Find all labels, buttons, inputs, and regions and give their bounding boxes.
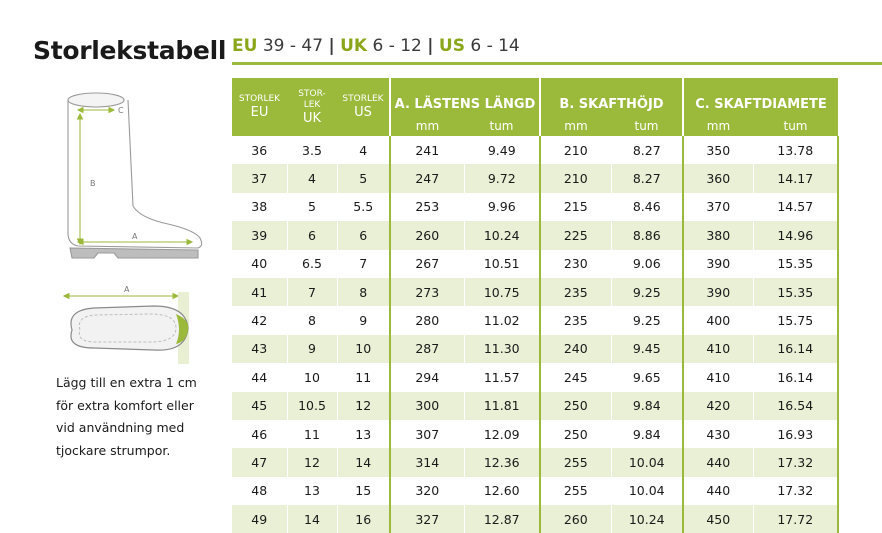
table-row <box>232 335 838 363</box>
cell-b-tum: 9.65 <box>611 363 683 391</box>
table-row <box>232 505 838 533</box>
cell-us: 13 <box>337 420 390 448</box>
cell-uk: 8 <box>287 306 337 334</box>
table-row <box>232 136 838 164</box>
cell-c-tum: 16.14 <box>753 363 838 391</box>
cell-b-tum: 9.45 <box>611 335 683 363</box>
cell-b-tum: 9.84 <box>611 420 683 448</box>
note-line: för extra komfort eller <box>56 397 194 413</box>
unit-mm: mm <box>390 116 464 136</box>
us-range: 6 - 14 <box>470 36 520 56</box>
cell-uk: 6.5 <box>287 250 337 278</box>
sole-diagram <box>58 280 194 366</box>
cell-us: 16 <box>337 505 390 533</box>
note-line: Lägg till en extra 1 cm <box>56 375 197 390</box>
table-row <box>232 477 838 505</box>
cell-b-mm: 215 <box>540 193 611 221</box>
cell-a-mm: 314 <box>390 448 464 476</box>
cell-a-tum: 9.72 <box>464 164 540 192</box>
cell-c-tum: 15.35 <box>753 250 838 278</box>
cell-a-tum: 9.96 <box>464 193 540 221</box>
cell-a-tum: 11.57 <box>464 363 540 391</box>
header-eu <box>232 78 287 136</box>
cell-b-mm: 255 <box>540 448 611 476</box>
cell-c-tum: 16.54 <box>753 392 838 420</box>
cell-c-mm: 450 <box>683 505 753 533</box>
cell-a-mm: 327 <box>390 505 464 533</box>
cell-c-mm: 390 <box>683 250 753 278</box>
header-uk <box>287 78 337 136</box>
cell-a-mm: 267 <box>390 250 464 278</box>
cell-b-mm: 250 <box>540 420 611 448</box>
uk-range: 6 - 12 <box>372 36 422 56</box>
cell-c-tum: 16.14 <box>753 335 838 363</box>
cell-c-mm: 400 <box>683 306 753 334</box>
cell-b-tum: 8.46 <box>611 193 683 221</box>
unit-tum: tum <box>464 116 540 136</box>
cell-a-tum: 12.87 <box>464 505 540 533</box>
cell-uk: 7 <box>287 278 337 306</box>
cell-b-tum: 10.24 <box>611 505 683 533</box>
cell-us: 8 <box>337 278 390 306</box>
cell-uk: 6 <box>287 221 337 249</box>
unit-tum: tum <box>753 116 838 136</box>
cell-eu: 36 <box>232 136 287 164</box>
cell-uk: 12 <box>287 448 337 476</box>
cell-eu: 47 <box>232 448 287 476</box>
cell-b-tum: 10.04 <box>611 477 683 505</box>
size-table <box>232 78 839 533</box>
cell-b-mm: 235 <box>540 278 611 306</box>
cell-us: 7 <box>337 250 390 278</box>
cell-eu: 43 <box>232 335 287 363</box>
cell-eu: 42 <box>232 306 287 334</box>
cell-us: 5.5 <box>337 193 390 221</box>
cell-a-tum: 12.36 <box>464 448 540 476</box>
header-group-c: C. SKAFTDIAMETE <box>683 78 838 116</box>
cell-c-tum: 17.32 <box>753 477 838 505</box>
title-rule <box>232 62 882 65</box>
cell-eu: 38 <box>232 193 287 221</box>
cell-a-mm: 300 <box>390 392 464 420</box>
table-header-row <box>232 78 838 116</box>
cell-eu: 48 <box>232 477 287 505</box>
comfort-note <box>56 372 197 462</box>
cell-b-tum: 9.84 <box>611 392 683 420</box>
cell-c-tum: 14.96 <box>753 221 838 249</box>
cell-c-mm: 430 <box>683 420 753 448</box>
unit-mm: mm <box>540 116 611 136</box>
cell-a-tum: 10.75 <box>464 278 540 306</box>
cell-c-mm: 410 <box>683 335 753 363</box>
cell-a-mm: 280 <box>390 306 464 334</box>
cell-us: 12 <box>337 392 390 420</box>
cell-eu: 41 <box>232 278 287 306</box>
cell-eu: 44 <box>232 363 287 391</box>
table-row <box>232 392 838 420</box>
cell-b-mm: 240 <box>540 335 611 363</box>
cell-us: 9 <box>337 306 390 334</box>
cell-b-tum: 10.04 <box>611 448 683 476</box>
cell-eu: 46 <box>232 420 287 448</box>
cell-c-mm: 350 <box>683 136 753 164</box>
cell-us: 5 <box>337 164 390 192</box>
cell-b-mm: 225 <box>540 221 611 249</box>
cell-us: 14 <box>337 448 390 476</box>
cell-us: 15 <box>337 477 390 505</box>
cell-eu: 37 <box>232 164 287 192</box>
header-group-a: A. LÄSTENS LÄNGD <box>390 78 540 116</box>
cell-c-mm: 380 <box>683 221 753 249</box>
header-uk-small-1: STOR- <box>298 88 326 99</box>
cell-b-tum: 8.86 <box>611 221 683 249</box>
cell-uk: 5 <box>287 193 337 221</box>
cell-a-mm: 294 <box>390 363 464 391</box>
cell-uk: 9 <box>287 335 337 363</box>
separator: | <box>427 36 434 56</box>
header-us-small: STORLEK <box>342 94 384 104</box>
cell-a-mm: 260 <box>390 221 464 249</box>
header-eu-small: STORLEK <box>238 94 281 104</box>
cell-uk: 10 <box>287 363 337 391</box>
cell-b-tum: 9.06 <box>611 250 683 278</box>
size-range <box>232 36 520 56</box>
cell-b-mm: 210 <box>540 164 611 192</box>
cell-us: 11 <box>337 363 390 391</box>
unit-mm: mm <box>683 116 753 136</box>
note-line: vid användning med <box>56 420 185 435</box>
cell-us: 6 <box>337 221 390 249</box>
cell-b-tum: 8.27 <box>611 164 683 192</box>
sole-label-a: A <box>124 285 130 294</box>
cell-a-tum: 9.49 <box>464 136 540 164</box>
cell-b-mm: 255 <box>540 477 611 505</box>
cell-a-mm: 273 <box>390 278 464 306</box>
cell-c-mm: 370 <box>683 193 753 221</box>
cell-us: 10 <box>337 335 390 363</box>
table-row <box>232 363 838 391</box>
cell-c-mm: 390 <box>683 278 753 306</box>
table-row <box>232 193 838 221</box>
cell-c-tum: 17.32 <box>753 448 838 476</box>
eu-label: EU <box>232 36 258 56</box>
cell-b-mm: 245 <box>540 363 611 391</box>
cell-b-tum: 9.25 <box>611 306 683 334</box>
table-row <box>232 164 838 192</box>
unit-tum: tum <box>611 116 683 136</box>
header-eu-big: EU <box>250 105 269 120</box>
label-c: C <box>118 106 124 115</box>
cell-a-tum: 12.60 <box>464 477 540 505</box>
cell-c-tum: 16.93 <box>753 420 838 448</box>
note-line: tjockare strumpor. <box>56 442 171 458</box>
cell-uk: 14 <box>287 505 337 533</box>
header-uk-small-2: LEK <box>303 99 321 110</box>
cell-a-tum: 10.51 <box>464 250 540 278</box>
cell-a-tum: 11.81 <box>464 392 540 420</box>
cell-b-tum: 8.27 <box>611 136 683 164</box>
cell-c-mm: 440 <box>683 448 753 476</box>
cell-a-tum: 11.02 <box>464 306 540 334</box>
page-title: Storlekstabell <box>33 36 227 65</box>
cell-c-tum: 15.75 <box>753 306 838 334</box>
cell-uk: 10.5 <box>287 392 337 420</box>
label-a: A <box>132 232 138 241</box>
cell-b-mm: 250 <box>540 392 611 420</box>
table-row <box>232 278 838 306</box>
uk-label: UK <box>340 36 368 56</box>
cell-b-tum: 9.25 <box>611 278 683 306</box>
cell-c-mm: 440 <box>683 477 753 505</box>
separator: | <box>328 36 335 56</box>
table-row <box>232 420 838 448</box>
cell-c-mm: 410 <box>683 363 753 391</box>
table-row <box>232 448 838 476</box>
boot-diagram <box>58 88 208 264</box>
cell-c-tum: 14.17 <box>753 164 838 192</box>
cell-eu: 45 <box>232 392 287 420</box>
label-b: B <box>90 179 96 188</box>
cell-c-tum: 13.78 <box>753 136 838 164</box>
cell-a-mm: 320 <box>390 477 464 505</box>
header-us <box>337 78 390 136</box>
table-row <box>232 306 838 334</box>
cell-c-tum: 17.72 <box>753 505 838 533</box>
cell-uk: 11 <box>287 420 337 448</box>
cell-b-mm: 230 <box>540 250 611 278</box>
table-row <box>232 221 838 249</box>
cell-us: 4 <box>337 136 390 164</box>
cell-c-mm: 420 <box>683 392 753 420</box>
cell-uk: 3.5 <box>287 136 337 164</box>
cell-uk: 13 <box>287 477 337 505</box>
cell-a-mm: 247 <box>390 164 464 192</box>
cell-a-tum: 11.30 <box>464 335 540 363</box>
cell-eu: 49 <box>232 505 287 533</box>
header-uk-big: UK <box>302 110 322 126</box>
cell-c-tum: 14.57 <box>753 193 838 221</box>
header-us-big: US <box>354 105 372 120</box>
cell-a-mm: 253 <box>390 193 464 221</box>
cell-b-mm: 210 <box>540 136 611 164</box>
cell-b-mm: 235 <box>540 306 611 334</box>
cell-a-tum: 12.09 <box>464 420 540 448</box>
cell-a-mm: 287 <box>390 335 464 363</box>
table-row <box>232 250 838 278</box>
cell-c-mm: 360 <box>683 164 753 192</box>
cell-a-tum: 10.24 <box>464 221 540 249</box>
us-label: US <box>438 36 465 56</box>
cell-uk: 4 <box>287 164 337 192</box>
cell-c-tum: 15.35 <box>753 278 838 306</box>
cell-eu: 40 <box>232 250 287 278</box>
eu-range: 39 - 47 <box>262 36 324 56</box>
header-group-b: B. SKAFTHÖJD <box>540 78 683 116</box>
cell-eu: 39 <box>232 221 287 249</box>
cell-b-mm: 260 <box>540 505 611 533</box>
cell-a-mm: 241 <box>390 136 464 164</box>
cell-a-mm: 307 <box>390 420 464 448</box>
